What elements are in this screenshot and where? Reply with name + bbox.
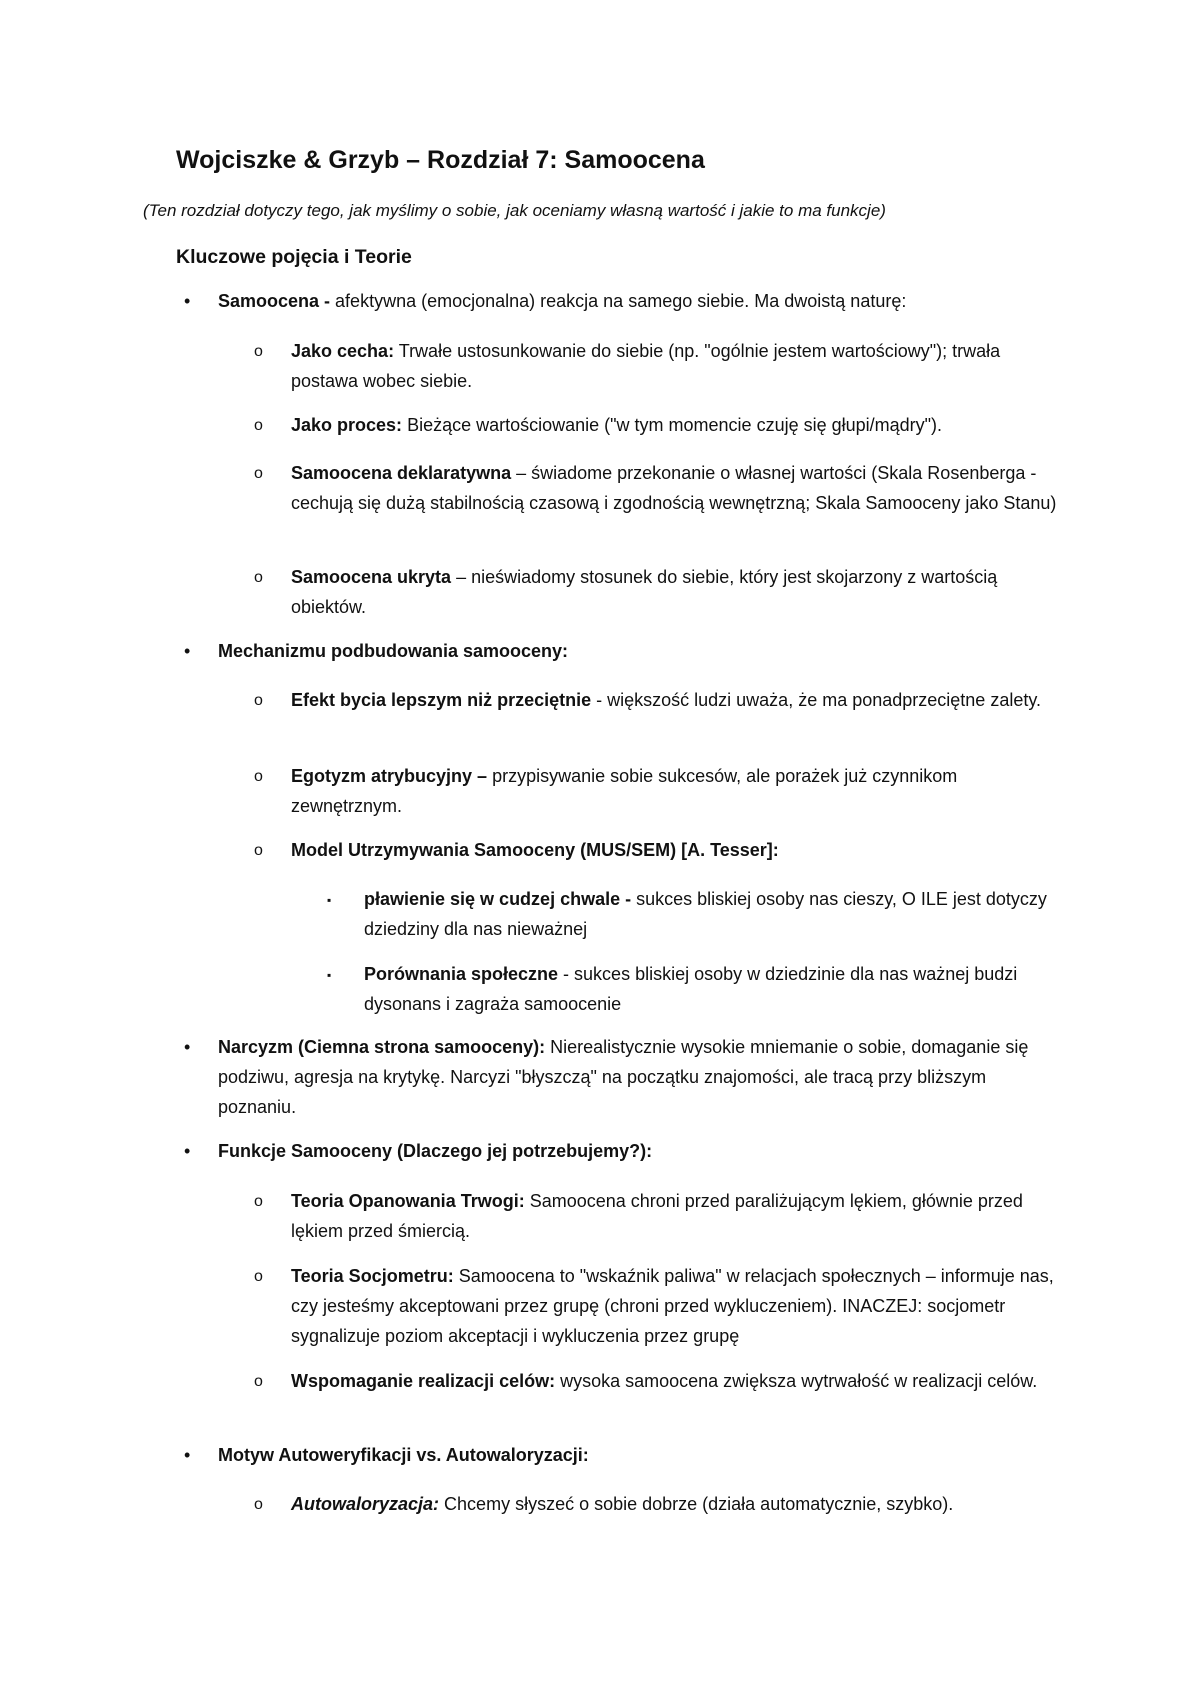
definition: sukces bliskiej osoby nas cieszy, O ILE jest dotyczy dziedziny dla nas nieważnej: [364, 889, 1047, 939]
list-item-deklaratywna: [291, 458, 1061, 518]
term: Samoocena deklaratywna: [291, 463, 512, 483]
term: Wspomaganie realizacji celów:: [291, 1371, 556, 1391]
list-item-porownania: [364, 959, 1064, 1019]
circle-bullet-icon: o: [254, 417, 263, 434]
list-item-narcyzm: [218, 1032, 1058, 1122]
bullet-icon: •: [184, 1445, 191, 1465]
document-subtitle: (Ten rozdział dotyczy tego, jak myślimy o sobie, jak oceniamy własną wartość i jakie to ma funkcje): [143, 201, 886, 220]
term: Jako proces:: [291, 415, 403, 435]
term: Samoocena ukryta: [291, 567, 452, 587]
term: Efekt bycia lepszym niż przeciętnie: [291, 690, 592, 710]
square-bullet-icon: ▪: [327, 893, 332, 907]
list-item-socjometr: [291, 1261, 1061, 1351]
list-item-mechanizmy: [218, 636, 1058, 666]
term: Egotyzm atrybucyjny –: [291, 766, 488, 786]
list-item-samoocena: [218, 286, 1058, 316]
definition: - sukces bliskiej osoby w dziedzinie dla nas ważnej budzi dysonans i zagraża samoocenie: [364, 964, 1018, 1014]
definition: Nierealistycznie wysokie mniemanie o sobie, domaganie się podziwu, agresja na krytykę. Narcyzi "błyszczą" na początku znajomości, ale tracą przy bliższym poznaniu.: [218, 1037, 1029, 1117]
list-item-cele: [291, 1366, 1061, 1396]
list-item-ukryta: [291, 562, 1061, 622]
list-item-efekt: [291, 685, 1061, 715]
term: Teoria Opanowania Trwogi:: [291, 1191, 525, 1211]
definition: wysoka samoocena zwiększa wytrwałość w realizacji celów.: [555, 1371, 1038, 1391]
circle-bullet-icon: o: [254, 842, 263, 859]
list-item-autowaloryzacja: [291, 1489, 1061, 1519]
list-item-plawienie: [364, 884, 1064, 944]
bullet-icon: •: [184, 291, 191, 311]
term: Narcyzm (Ciemna strona samooceny):: [218, 1037, 546, 1057]
circle-bullet-icon: o: [254, 465, 263, 482]
definition: afektywna (emocjonalna) reakcja na samego siebie. Ma dwoistą naturę:: [330, 291, 907, 311]
circle-bullet-icon: o: [254, 1496, 263, 1513]
term: Porównania społeczne: [364, 964, 559, 984]
list-item-egotyzm: [291, 761, 1061, 821]
list-item-jako-cecha: [291, 336, 1061, 396]
circle-bullet-icon: o: [254, 768, 263, 785]
definition: - większość ludzi uważa, że ma ponadprzeciętne zalety.: [591, 690, 1042, 710]
bullet-icon: •: [184, 1037, 191, 1057]
term: Motyw Autoweryfikacji vs. Autowaloryzacji:: [218, 1445, 589, 1465]
term: pławienie się w cudzej chwale -: [364, 889, 632, 909]
definition: Samoocena to "wskaźnik paliwa" w relacjach społecznych – informuje nas, czy jesteśmy akceptowani przez grupę (chroni przed wykluczeniem). INACZEJ: socjometr sygnalizuje poziom akceptacji i wykluczenia przez grupę: [291, 1266, 1054, 1346]
circle-bullet-icon: o: [254, 692, 263, 709]
term: Autowaloryzacja:: [291, 1494, 440, 1514]
circle-bullet-icon: o: [254, 1373, 263, 1390]
list-item-model: [291, 835, 1061, 865]
circle-bullet-icon: o: [254, 343, 263, 360]
definition: Bieżące wartościowanie ("w tym momencie czuję się głupi/mądry").: [402, 415, 943, 435]
circle-bullet-icon: o: [254, 1268, 263, 1285]
term: Jako cecha:: [291, 341, 395, 361]
definition: Samoocena chroni przed paraliżującym lękiem, głównie przed lękiem przed śmiercią.: [291, 1191, 1023, 1241]
circle-bullet-icon: o: [254, 569, 263, 586]
list-item-trwoga: [291, 1186, 1061, 1246]
term: Funkcje Samooceny (Dlaczego jej potrzebujemy?):: [218, 1141, 653, 1161]
document-title: Wojciszke & Grzyb – Rozdział 7: Samoocena: [176, 146, 705, 174]
definition: Trwałe ustosunkowanie do siebie (np. "ogólnie jestem wartościowy"); trwała postawa wobec siebie.: [291, 341, 1001, 391]
list-item-funkcje: [218, 1136, 1058, 1166]
definition: przypisywanie sobie sukcesów, ale porażek już czynnikom zewnętrznym.: [291, 766, 958, 816]
term: Samoocena -: [218, 291, 331, 311]
term: Teoria Socjometru:: [291, 1266, 454, 1286]
bullet-icon: •: [184, 641, 191, 661]
list-item-motyw: [218, 1440, 1058, 1470]
bullet-icon: •: [184, 1141, 191, 1161]
circle-bullet-icon: o: [254, 1193, 263, 1210]
term: Mechanizmu podbudowania samooceny:: [218, 641, 569, 661]
definition: Chcemy słyszeć o sobie dobrze (działa automatycznie, szybko).: [439, 1494, 954, 1514]
definition: – nieświadomy stosunek do siebie, który jest skojarzony z wartością obiektów.: [291, 567, 998, 617]
term: Model Utrzymywania Samooceny (MUS/SEM) [A. Tesser]:: [291, 840, 779, 860]
section-heading: Kluczowe pojęcia i Teorie: [176, 246, 412, 268]
list-item-jako-proces: [291, 410, 1061, 440]
definition: – świadome przekonanie o własnej wartości (Skala Rosenberga - cechują się dużą stabilnością czasową i zgodnością wewnętrzną; Skala Samooceny jako Stanu): [291, 463, 1057, 513]
square-bullet-icon: ▪: [327, 968, 332, 982]
